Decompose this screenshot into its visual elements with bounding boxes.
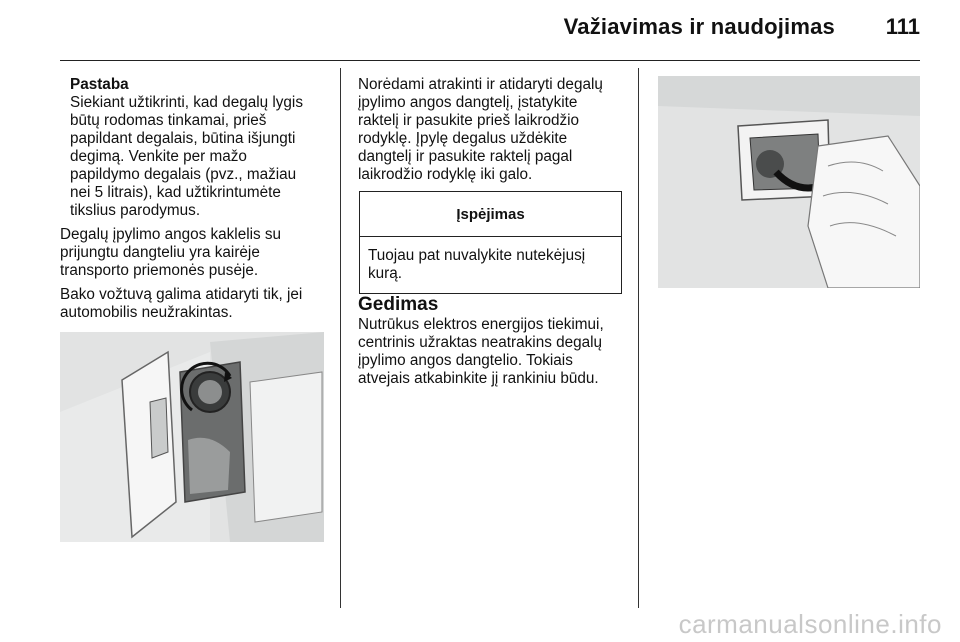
note-line: papildymo degalais (pvz., mažiau [70, 166, 297, 183]
fuel-flap-illustration [60, 332, 324, 542]
paragraph-unlock-instructions [358, 76, 628, 184]
manual-release-illustration [658, 76, 920, 288]
text-line: įpylimo angos dangtelį, įstatykite [358, 94, 578, 111]
section-title: Gedimas [358, 294, 439, 315]
note-line: nei 5 litrais), kad užtikrintumėte [70, 184, 281, 201]
paragraph-flap-unlocked [60, 286, 330, 322]
text-line: Degalų įpylimo angos kaklelis su [60, 226, 282, 243]
text-line: rodyklę. Įpylę degalus uždėkite [358, 130, 568, 147]
note-line: Siekiant užtikrinti, kad degalų lygis [70, 94, 303, 111]
text-line: centrinis užraktas neatrakins degalų [358, 334, 603, 351]
page-number: 111 [885, 14, 920, 39]
text-line: Norėdami atrakinti ir atidaryti degalų [358, 76, 603, 93]
warning-box [359, 191, 622, 294]
paragraph-filler-neck [60, 226, 330, 280]
watermark-text: carmanualsonline.info [678, 609, 942, 639]
text-line: automobilis neužrakintas. [60, 304, 233, 321]
header-rule [60, 60, 920, 61]
text-line: transporto priemonės pusėje. [60, 262, 259, 279]
text-line: atvejais atkabinkite jį rankiniu būdu. [358, 370, 599, 387]
note-line: tikslius parodymus. [70, 202, 201, 219]
left-column [60, 76, 330, 322]
middle-column [358, 76, 628, 184]
note-line: papildant degalais, būtina išjungti [70, 130, 296, 147]
warning-heading: Įspėjimas [360, 192, 621, 237]
text-line: kurą. [368, 265, 403, 282]
column-divider-left [340, 68, 341, 608]
note-line: būtų rodomas tinkamai, prieš [70, 112, 267, 129]
malfunction-text [358, 316, 633, 388]
note-heading: Pastaba [70, 76, 129, 93]
page-header-title: Važiavimas ir naudojimas [563, 14, 835, 39]
column-divider-right [638, 68, 639, 608]
note-line: degimą. Venkite per mažo [70, 148, 247, 165]
text-line: laikrodžio rodyklę iki galo. [358, 166, 533, 183]
fuel-flap-drawing [60, 332, 324, 542]
manual-release-drawing [658, 76, 920, 288]
text-line: Tuojau pat nuvalykite nutekėjusį [368, 247, 586, 264]
text-line: raktelį ir pasukite prieš laikrodžio [358, 112, 580, 129]
note-block [60, 76, 330, 220]
text-line: prijungtu dangteliu yra kairėje [60, 244, 260, 261]
warning-body [360, 237, 621, 293]
malfunction-section [358, 294, 633, 388]
text-line: Nutrūkus elektros energijos tiekimui, [358, 316, 604, 333]
text-line: dangtelį ir pasukite raktelį pagal [358, 148, 573, 165]
text-line: įpylimo angos dangtelio. Tokiais [358, 352, 573, 369]
text-line: Bako vožtuvą galima atidaryti tik, jei [60, 286, 303, 303]
